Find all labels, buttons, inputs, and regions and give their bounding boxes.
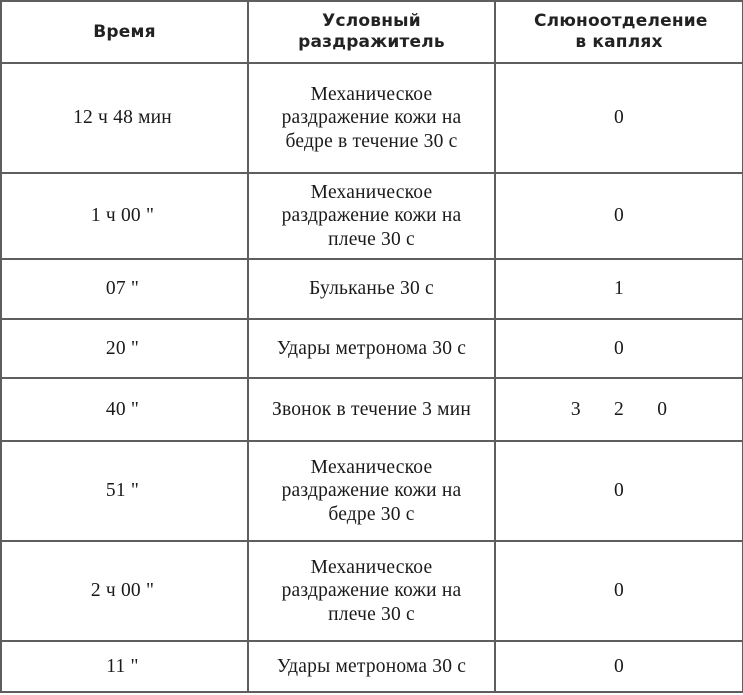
header-salivation	[495, 1, 743, 63]
header-salivation-text: Слюноотделение в каплях	[534, 11, 708, 52]
cell-stimulus	[248, 378, 495, 441]
cell-stimulus: Механическое раздражение кожи на бедре в течение 30 с	[248, 63, 495, 173]
cell-stimulus: Механическое раздражение кожи на плече 30 с	[248, 541, 495, 641]
cell-time: 11 "	[1, 641, 248, 692]
table-row	[1, 63, 743, 173]
table-row	[1, 441, 743, 541]
cell-salivation: 1	[495, 259, 743, 319]
cell-salivation: 0	[495, 541, 743, 641]
table-row	[1, 259, 743, 319]
table-row	[1, 541, 743, 641]
cell-time: 2 ч 00 "	[1, 541, 248, 641]
cell-stimulus: Механическое раздражение кожи на бедре 30 с	[248, 441, 495, 541]
header-time: Время	[1, 1, 248, 63]
table-row	[1, 641, 743, 692]
cell-time: 20 "	[1, 319, 248, 378]
cell-stimulus: Удары метронома 30 с	[248, 319, 495, 378]
table-row	[1, 319, 743, 378]
header-stimulus	[248, 1, 495, 63]
cell-stimulus: Бульканье 30 с	[248, 259, 495, 319]
cell-salivation: 0	[495, 63, 743, 173]
cell-time: 40 "	[1, 378, 248, 441]
cell-salivation: 0	[495, 319, 743, 378]
cell-time: 1 ч 00 "	[1, 173, 248, 259]
cell-time: 12 ч 48 мин	[1, 63, 248, 173]
table-row	[1, 378, 743, 441]
cell-salivation: 0	[495, 441, 743, 541]
cell-stimulus: Удары метронома 30 с	[248, 641, 495, 692]
cell-salivation: 3 2 0	[495, 378, 743, 441]
header-stimulus-text: Условный раздражитель	[298, 11, 445, 52]
cell-salivation: 0	[495, 641, 743, 692]
header-row	[1, 1, 743, 63]
cell-time: 51 "	[1, 441, 248, 541]
cell-stimulus: Механическое раздражение кожи на плече 30 с	[248, 173, 495, 259]
cell-stimulus-text: Звонок в течение 3 мин	[271, 398, 471, 420]
table-row	[1, 173, 743, 259]
cell-time: 07 "	[1, 259, 248, 319]
cell-salivation: 0	[495, 173, 743, 259]
